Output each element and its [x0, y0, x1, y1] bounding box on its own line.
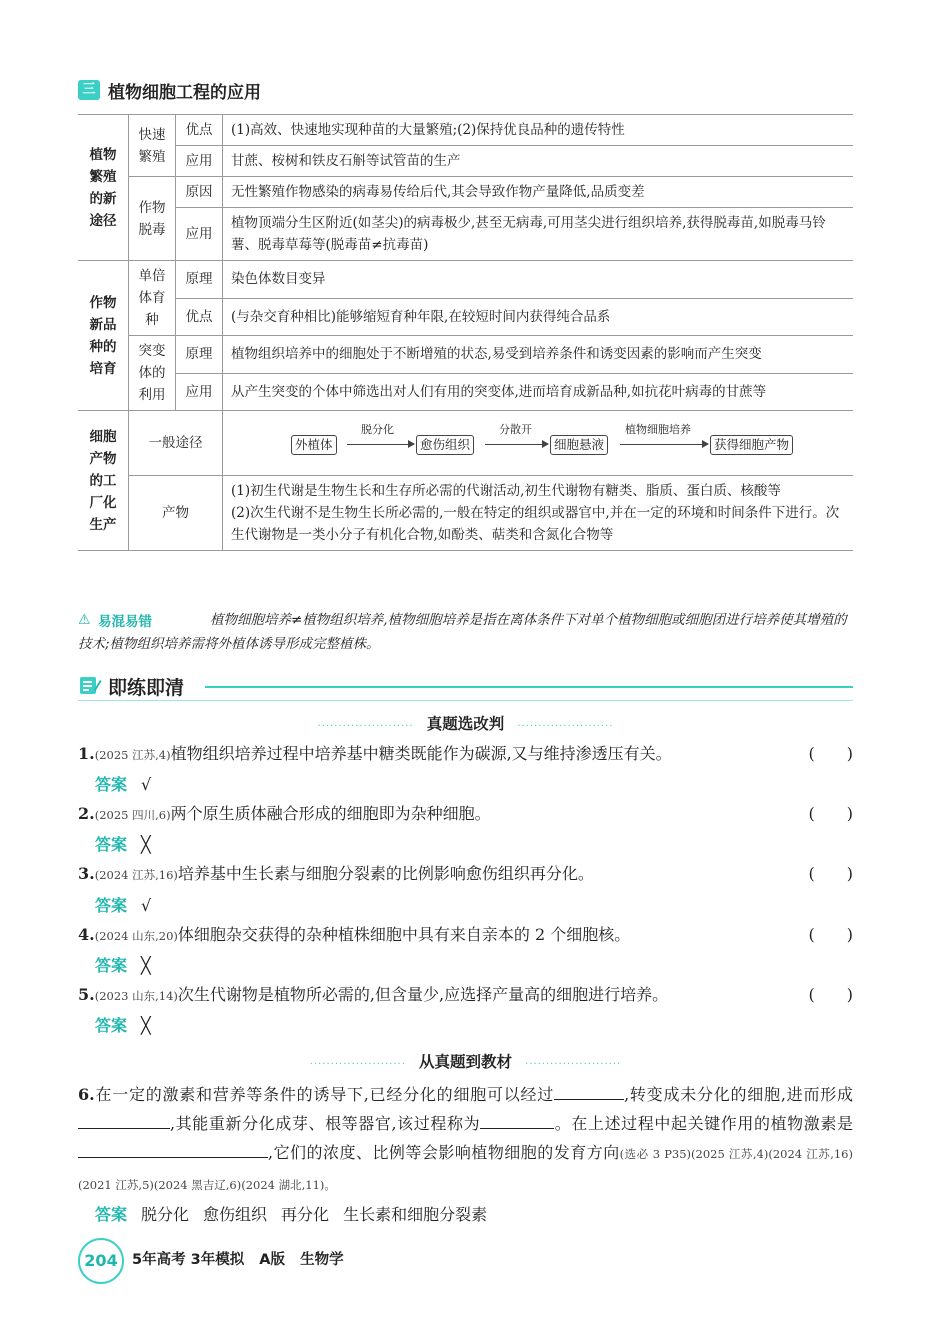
flow-diagram-cell — [223, 411, 854, 476]
dots-decoration: ······················· — [317, 721, 414, 732]
dots-decoration: ······················· — [525, 1059, 622, 1070]
row-key: 应用 — [176, 208, 223, 261]
category-breeding: 作物新品种的培育 — [78, 261, 129, 411]
answer-label: 答案 — [95, 775, 128, 794]
row-desc: 无性繁殖作物感染的病毒易传给后代,其会导致作物产量降低,品质变差 — [223, 177, 854, 208]
warning-icon: ⚠ — [78, 612, 91, 628]
category-factory-production: 细胞产物的工厂化生产 — [78, 411, 129, 551]
question-source: (2024 山东,20) — [94, 929, 178, 943]
sub-haploid-breeding: 单倍体育种 — [129, 261, 176, 336]
fill-blank-4[interactable] — [78, 1141, 268, 1158]
warning-text: 植物细胞培养≠植物组织培养,植物细胞培养是指在离体条件下对单个植物细胞或细胞团进行培养使其增殖的技术;植物组织培养需将外植体诱导形成完整植株。 — [78, 612, 847, 652]
section-number-badge: 三 — [78, 80, 100, 100]
row-key: 原理 — [176, 336, 223, 374]
warning-label: 易混易错 — [98, 614, 152, 630]
answer-3 — [95, 893, 151, 916]
question-number: 3. — [78, 864, 95, 883]
question-number: 2. — [78, 804, 95, 823]
answer-label: 答案 — [95, 835, 128, 854]
question-text: 关键作用的植物激素是 — [687, 1114, 853, 1133]
flow-arrow — [347, 444, 414, 445]
row-key: 应用 — [176, 373, 223, 411]
answer-label: 答案 — [95, 1205, 128, 1224]
answer-item: 生长素和细胞分裂素 — [343, 1205, 488, 1224]
answer-5 — [95, 1013, 151, 1036]
answer-2 — [95, 832, 151, 855]
answer-parentheses: ( ) — [808, 804, 853, 823]
question-text: ,转变成未分化的细 — [624, 1085, 765, 1104]
row-key: 原因 — [176, 177, 223, 208]
answer-parentheses: ( ) — [808, 925, 853, 944]
answer-mark: ╳ — [141, 956, 151, 975]
question-number: 5. — [78, 985, 95, 1004]
row-desc: 从产生突变的个体中筛选出对人们有用的突变体,进而培育成新品种,如抗花叶病毒的甘蔗等 — [223, 373, 854, 411]
question-2 — [78, 802, 853, 827]
flow-arrow-label: 分散开 — [499, 423, 532, 436]
question-text: 培养基中生长素与细胞分裂素的比例影响愈伤组织再分化。 — [177, 864, 594, 883]
flow-diagram — [231, 415, 845, 471]
flow-box-suspension: 细胞悬液 — [550, 435, 608, 455]
question-source: (2023 山东,14) — [94, 989, 178, 1003]
practice-divider-thin — [78, 700, 853, 701]
practice-title: 即练即清 — [108, 677, 185, 699]
answer-mark: ╳ — [141, 835, 151, 854]
answer-parentheses: ( ) — [808, 744, 853, 763]
question-number: 4. — [78, 925, 95, 944]
sub-mutant-use: 突变体的利用 — [129, 336, 176, 411]
answer-label: 答案 — [95, 956, 128, 975]
row-key: 优点 — [176, 115, 223, 146]
practice-divider — [205, 686, 853, 688]
row-key: 应用 — [176, 146, 223, 177]
product-line-1: (1)初生代谢是生物生长和生存所必需的代谢活动,初生代谢物有糖类、脂质、蛋白质、核酸等 — [231, 483, 781, 499]
dots-decoration: ······················· — [309, 1059, 406, 1070]
question-text: 。在上述过程中起 — [554, 1114, 688, 1133]
flow-arrow — [620, 444, 708, 445]
application-table — [78, 114, 853, 551]
question-text: 在一定的激素和营养等条件的诱导下,已经分化的细胞可以经过 — [94, 1085, 555, 1104]
footer-book-info — [132, 1248, 344, 1269]
question-source: (2025 四川,6) — [94, 808, 171, 822]
page-number: 204 — [78, 1238, 124, 1284]
question-text: ,其能重新分化成芽、根等器官,该过程称为 — [170, 1114, 481, 1133]
row-desc: 植物顶端分生区附近(如茎尖)的病毒极少,甚至无病毒,可用茎尖进行组织培养,获得脱毒苗,如脱毒马铃薯、脱毒草莓等(脱毒苗≠抗毒苗) — [223, 208, 854, 261]
notepad-icon — [78, 674, 102, 696]
flow-box-callus: 愈伤组织 — [416, 435, 474, 455]
answer-parentheses: ( ) — [808, 864, 853, 883]
answer-1 — [95, 772, 151, 795]
sub-rapid-propagation: 快速繁殖 — [129, 115, 176, 177]
dots-decoration: ······················· — [517, 721, 614, 732]
row-desc: 染色体数目变异 — [223, 261, 854, 299]
question-number: 6. — [78, 1085, 95, 1104]
answer-label: 答案 — [95, 1016, 128, 1035]
question-number: 1. — [78, 744, 95, 763]
part2-title: 从真题到教材 — [418, 1053, 512, 1071]
question-text: 体细胞杂交获得的杂种植株细胞中具有来自亲本的 2 个细胞核。 — [177, 925, 631, 944]
answer-mark: √ — [141, 896, 152, 915]
question-text: 两个原生质体融合形成的细胞即为杂种细胞。 — [170, 804, 491, 823]
answer-item: 愈伤组织 — [203, 1205, 268, 1224]
part2-header — [78, 1050, 853, 1072]
flow-box-explant: 外植体 — [291, 435, 337, 455]
part1-header — [78, 712, 853, 734]
section-title: 植物细胞工程的应用 — [108, 83, 261, 103]
fill-blank-2[interactable] — [78, 1112, 170, 1129]
edition-label: A版 — [259, 1252, 286, 1268]
answer-parentheses: ( ) — [808, 985, 853, 1004]
row-desc: 甘蔗、桉树和铁皮石斛等试管苗的生产 — [223, 146, 854, 177]
answer-4 — [95, 953, 151, 976]
fill-blank-3[interactable] — [480, 1112, 554, 1129]
flow-arrow-label: 脱分化 — [361, 423, 394, 436]
answer-mark: ╳ — [141, 1016, 151, 1035]
part1-title: 真题选改判 — [426, 715, 505, 733]
flow-arrow — [485, 444, 548, 445]
question-5 — [78, 983, 853, 1008]
answer-mark: √ — [141, 775, 152, 794]
subject-label: 生物学 — [300, 1252, 344, 1268]
question-6 — [78, 1080, 853, 1200]
question-source: (2025 江苏,4) — [94, 748, 171, 762]
question-text: 植物组织培养过程中培养基中糖类既能作为碳源,又与维持渗透压有关。 — [170, 744, 672, 763]
answer-item: 再分化 — [281, 1205, 330, 1224]
answer-6 — [95, 1202, 487, 1225]
fill-blank-1[interactable] — [554, 1083, 624, 1100]
question-source: (选必 3 P35)(2025 江苏,4)(2024 江苏,16)(2021 江苏,5)(2024 黑吉辽,6)(2024 湖北,11)。 — [78, 1147, 853, 1192]
question-source: (2024 江苏,16) — [94, 868, 178, 882]
book-title: 5年高考 3年模拟 — [132, 1252, 245, 1268]
product-desc — [223, 476, 854, 551]
answer-label: 答案 — [95, 896, 128, 915]
general-route-label: 一般途径 — [129, 411, 223, 476]
question-text: ,它们的浓度、比例等会影响植物细胞的发育方 — [268, 1143, 604, 1162]
question-4 — [78, 923, 853, 948]
row-desc: 植物组织培养中的细胞处于不断增殖的状态,易受到培养条件和诱变因素的影响而产生突变 — [223, 336, 854, 374]
question-3 — [78, 862, 853, 887]
flow-arrow-label: 植物细胞培养 — [625, 423, 691, 436]
row-desc: (1)高效、快速地实现种苗的大量繁殖;(2)保持优良品种的遗传特性 — [223, 115, 854, 146]
product-line-2: (2)次生代谢不是生物生长所必需的,一般在特定的组织或器官中,并在一定的环境和时间条件下进行。次生代谢物是一类小分子有机化合物,如酚类、萜类和含氮化合物等 — [231, 505, 840, 543]
row-desc: (与杂交育种相比)能够缩短育种年限,在较短时间内获得纯合品系 — [223, 298, 854, 336]
answer-item: 脱分化 — [141, 1205, 190, 1224]
flow-box-product: 获得细胞产物 — [710, 435, 793, 455]
question-1 — [78, 742, 853, 767]
question-text: 次生代谢物是植物所必需的,但含量少,应选择产量高的细胞进行培养。 — [177, 985, 669, 1004]
question-text: 向 — [603, 1143, 620, 1162]
sub-virus-free: 作物脱毒 — [129, 177, 176, 261]
question-text: 胞,进而形成 — [764, 1085, 853, 1104]
row-key: 原理 — [176, 261, 223, 299]
row-key: 优点 — [176, 298, 223, 336]
product-label: 产物 — [129, 476, 223, 551]
category-propagation: 植物繁殖的新途径 — [78, 115, 129, 261]
